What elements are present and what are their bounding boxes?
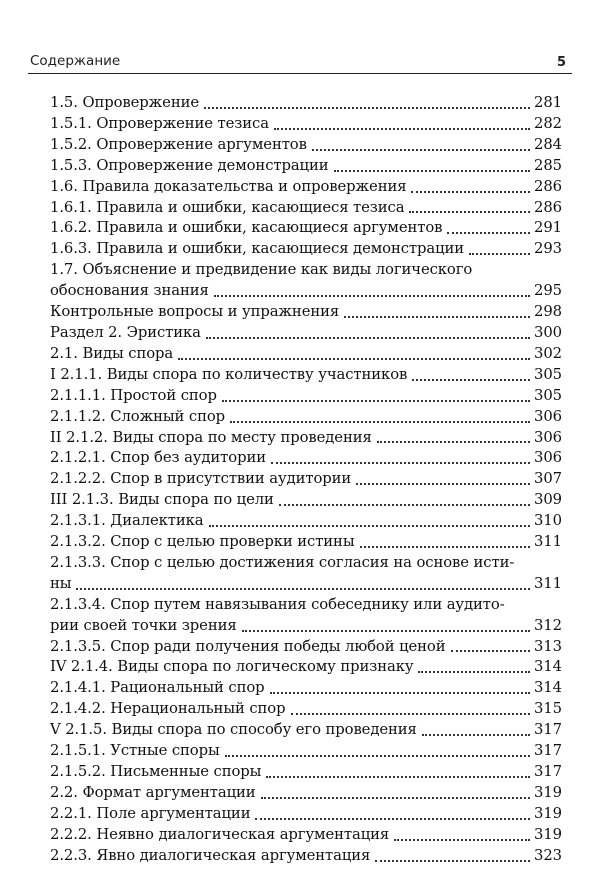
toc-entry-title: 1.6.1. Правила и ошибки, касающиеся тезиса <box>50 198 405 216</box>
toc-entry-page: 291 <box>534 219 562 237</box>
toc-entry-page: 319 <box>534 825 562 843</box>
toc-entry-page: 307 <box>534 470 562 488</box>
toc-entry <box>50 532 562 553</box>
toc-entry <box>50 678 562 699</box>
toc-entry-title: 2.1.2.2. Спор в присутствии аудитории <box>50 470 352 488</box>
toc-entry-title: 2.2. Формат аргументации <box>50 783 256 801</box>
toc-entry-title: 1.5.2. Опровержение аргументов <box>50 135 307 153</box>
toc-entry <box>50 365 562 386</box>
toc-entry-page: 309 <box>534 491 562 509</box>
toc-entry-title: 1.6. Правила доказательства и опровержения <box>50 177 407 195</box>
toc-entry-page: 314 <box>534 658 562 676</box>
toc-entry <box>50 114 562 135</box>
toc-entry-page: 311 <box>534 574 562 592</box>
toc-entry <box>50 260 562 302</box>
toc-entry <box>50 720 562 741</box>
toc-entry-title: Контрольные вопросы и упражнения <box>50 303 340 321</box>
toc-entry-title: 1.5. Опровержение <box>50 94 200 111</box>
toc-entry-title: 2.1.1.1. Простой спор <box>50 386 217 404</box>
toc-entry-page: 317 <box>534 763 562 780</box>
toc-dot-leader <box>412 379 530 381</box>
toc-entry-title: 2.1.3.2. Спор с целью проверки истины <box>50 533 355 551</box>
toc-dot-leader <box>242 630 530 632</box>
toc-dot-leader <box>447 232 530 234</box>
toc-entry <box>50 386 562 407</box>
toc-entry-page: 293 <box>534 240 562 258</box>
toc-entry <box>50 804 562 825</box>
toc-dot-leader <box>375 860 530 862</box>
toc-entry-title: 2.1.2.1. Спор без аудитории <box>50 449 266 467</box>
toc-dot-leader <box>204 107 530 109</box>
toc-dot-leader <box>344 316 530 318</box>
toc-entry-page: 315 <box>534 700 562 718</box>
toc-entry <box>50 511 562 532</box>
toc-entry <box>50 407 562 428</box>
toc-entry-page: 284 <box>534 135 562 153</box>
header-page-number: 5 <box>556 55 566 70</box>
toc-entry <box>50 637 562 658</box>
toc-entry-page: 305 <box>534 365 562 383</box>
toc-entry <box>50 846 562 867</box>
toc-entry-page: 282 <box>534 114 562 132</box>
toc-dot-leader <box>266 776 530 778</box>
toc-entry <box>50 344 562 365</box>
toc-entry-page: 302 <box>534 344 562 362</box>
toc-entry-title: I 2.1.1. Виды спора по количеству участников <box>50 365 408 383</box>
toc-entry <box>50 553 562 595</box>
toc-dot-leader <box>422 734 530 736</box>
toc-entry-page: 317 <box>534 742 562 760</box>
running-header <box>28 49 572 74</box>
toc-entry-title: III 2.1.3. Виды спора по цели <box>50 491 274 509</box>
toc-dot-leader <box>76 588 530 590</box>
toc-dot-leader <box>206 337 530 339</box>
toc-entry-page: 298 <box>534 303 562 321</box>
toc-dot-leader <box>225 755 530 757</box>
toc-dot-leader <box>209 525 531 527</box>
toc-entry-title: 1.5.3. Опровержение демонстрации <box>50 156 329 174</box>
toc-dot-leader <box>222 400 530 402</box>
toc-entry-title: 1.6.2. Правила и ошибки, касающиеся аргументов <box>50 219 443 237</box>
toc-entry-title: Раздел 2. Эристика <box>50 323 201 341</box>
toc-entry-page: 285 <box>534 156 562 174</box>
toc-entry <box>50 93 562 114</box>
toc-entry-page: 306 <box>534 449 562 467</box>
toc-entry-title: IV 2.1.4. Виды спора по логическому признаку <box>50 658 414 676</box>
toc-dot-leader <box>214 295 530 297</box>
toc-entry <box>50 825 562 846</box>
toc-dot-leader <box>291 713 531 715</box>
toc-entry-title: 2.1.4.1. Рациональный спор <box>50 679 265 697</box>
toc-entry <box>50 699 562 720</box>
toc-entry <box>50 448 562 469</box>
toc-entry-page: 306 <box>534 428 562 446</box>
toc-dot-leader <box>312 149 530 151</box>
toc-entry-page: 300 <box>534 323 562 341</box>
toc-entry <box>50 762 562 783</box>
toc-entry-title: 2.1.3.4. Спор путем навязывания собеседнику или аудито- <box>50 595 505 613</box>
toc-dot-leader <box>334 170 531 172</box>
toc-dot-leader <box>274 128 530 130</box>
toc-entry-page: 286 <box>534 177 562 195</box>
toc-dot-leader <box>360 546 531 548</box>
toc-entry-title: II 2.1.2. Виды спора по месту проведения <box>50 428 372 446</box>
toc-entry-title: 2.1.5.2. Письменные споры <box>50 763 262 780</box>
toc-entry-page: 314 <box>534 679 562 697</box>
toc-entry-title: 2.1. Виды спора <box>50 344 174 362</box>
toc-dot-leader <box>270 692 531 694</box>
toc-entry <box>50 741 562 762</box>
toc-entry <box>50 783 562 804</box>
toc-entry-page: 305 <box>534 386 562 404</box>
toc-entry-page: 317 <box>534 721 562 739</box>
toc-dot-leader <box>394 839 530 841</box>
toc-entry-page: 319 <box>534 804 562 822</box>
toc-entry-title: 2.1.4.2. Нерациональный спор <box>50 700 286 718</box>
toc-entry <box>50 239 562 260</box>
toc-entry <box>50 198 562 219</box>
toc-entry-page: 295 <box>534 282 562 300</box>
toc-entry-title: 2.1.1.2. Сложный спор <box>50 407 226 425</box>
toc-dot-leader <box>178 358 530 360</box>
toc-entry <box>50 469 562 490</box>
toc-entry-title: ны <box>50 574 72 592</box>
toc-dot-leader <box>451 650 531 652</box>
toc-entry-page: 323 <box>534 846 562 864</box>
toc-entry-title: 2.1.5.1. Устные споры <box>50 742 220 760</box>
toc-entry <box>50 156 562 177</box>
toc-entry-title: 2.2.1. Поле аргументации <box>50 804 251 822</box>
toc-entry-title: 2.2.3. Явно диалогическая аргументация <box>50 846 371 864</box>
toc-entry <box>50 657 562 678</box>
toc-entry-title: 2.2.2. Неявно диалогическая аргументация <box>50 825 390 843</box>
toc-entry-title: 2.1.3.5. Спор ради получения победы любой ценой <box>50 637 446 655</box>
toc-entry <box>50 218 562 239</box>
toc-entry <box>50 428 562 449</box>
toc-entry-title: 2.1.3.1. Диалектика <box>50 512 204 530</box>
toc-entry-page: 312 <box>534 616 562 634</box>
toc-dot-leader <box>271 462 530 464</box>
toc-entry-title: V 2.1.5. Виды спора по способу его проведения <box>50 721 417 739</box>
toc-dot-leader <box>255 818 530 820</box>
toc-entry <box>50 177 562 198</box>
toc-dot-leader <box>377 441 530 443</box>
toc-entry-title: рии своей точки зрения <box>50 616 237 634</box>
toc-entry-page: 313 <box>534 637 562 655</box>
toc-entry <box>50 302 562 323</box>
toc-dot-leader <box>261 797 530 799</box>
toc-dot-leader <box>356 483 530 485</box>
toc-entry-title: 1.7. Объяснение и предвидение как виды логического <box>50 261 473 279</box>
toc-entry-page: 286 <box>534 198 562 216</box>
toc-entry-title: 1.6.3. Правила и ошибки, касающиеся демонстрации <box>50 240 465 258</box>
toc-entry <box>50 595 562 637</box>
toc-dot-leader <box>418 671 530 673</box>
table-of-contents <box>50 93 562 867</box>
toc-entry-title: 2.1.3.3. Спор с целью достижения согласия на основе исти- <box>50 553 515 571</box>
toc-entry-title: обоснования знания <box>50 282 209 300</box>
toc-entry-page: 281 <box>534 94 562 111</box>
toc-entry <box>50 135 562 156</box>
toc-entry <box>50 490 562 511</box>
toc-dot-leader <box>469 253 530 255</box>
toc-entry-title: 1.5.1. Опровержение тезиса <box>50 114 269 132</box>
toc-entry <box>50 323 562 344</box>
toc-entry-page: 306 <box>534 407 562 425</box>
toc-dot-leader <box>411 191 530 193</box>
toc-entry-page: 310 <box>534 512 562 530</box>
toc-entry-page: 319 <box>534 783 562 801</box>
toc-entry-page: 311 <box>534 533 562 551</box>
toc-dot-leader <box>279 504 530 506</box>
header-title: Содержание <box>30 53 121 69</box>
toc-dot-leader <box>409 211 530 213</box>
toc-dot-leader <box>230 421 530 423</box>
